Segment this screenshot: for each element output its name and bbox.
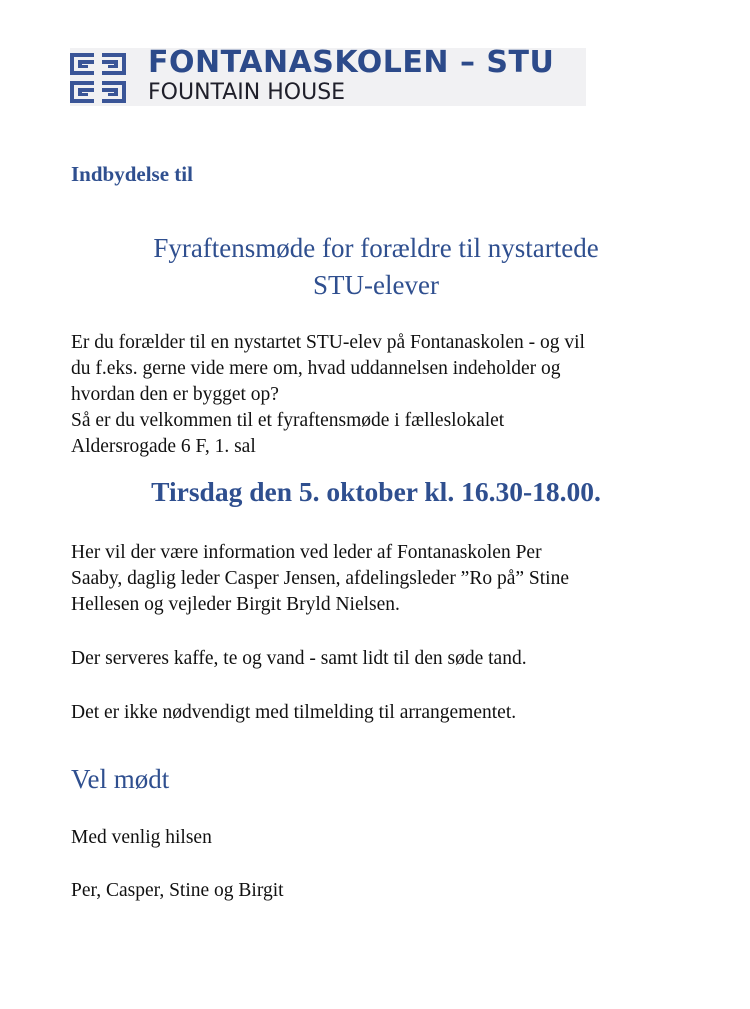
signature: Per, Casper, Stine og Birgit [71, 880, 284, 901]
intro-line-2: du f.eks. gerne vide mere om, hvad uddannelsen indeholder og [71, 358, 561, 379]
logo-text [148, 44, 555, 105]
intro-paragraph [71, 330, 691, 460]
logo-title: FONTANASKOLEN – STU [148, 44, 555, 80]
fontaineskolen-logo-icon [70, 51, 126, 105]
logo-subtitle: FOUNTAIN HOUSE [148, 79, 346, 105]
intro-line-1: Er du forælder til en nystartet STU-elev på Fontanaskolen - og vil [71, 332, 585, 353]
event-title [71, 230, 681, 304]
info-paragraph [71, 540, 691, 618]
invitation-label: Indbydelse til [71, 162, 193, 186]
greeting: Med venlig hilsen [71, 827, 212, 848]
event-date: Tirsdag den 5. oktober kl. 16.30-18.00. [151, 476, 601, 507]
refreshments-paragraph: Der serveres kaffe, te og vand - samt lidt til den søde tand. [71, 648, 527, 669]
event-title-line-2: STU-elever [313, 270, 439, 300]
info-line-2: Saaby, daglig leder Casper Jensen, afdelingsleder ”Ro på” Stine [71, 568, 569, 589]
logo-header [70, 44, 586, 106]
intro-line-4: Så er du velkommen til et fyraftensmøde i fælleslokalet [71, 410, 505, 431]
event-title-line-1: Fyraftensmøde for forældre til nystartede [153, 233, 599, 263]
registration-paragraph: Det er ikke nødvendigt med tilmelding til arrangementet. [71, 702, 517, 723]
info-line-3: Hellesen og vejleder Birgit Bryld Nielsen. [71, 594, 400, 615]
welcome-heading: Vel mødt [71, 764, 170, 794]
info-line-1: Her vil der være information ved leder af Fontanaskolen Per [71, 542, 542, 563]
intro-line-5: Aldersrogade 6 F, 1. sal [71, 436, 256, 457]
intro-line-3: hvordan den er bygget op? [71, 384, 279, 405]
